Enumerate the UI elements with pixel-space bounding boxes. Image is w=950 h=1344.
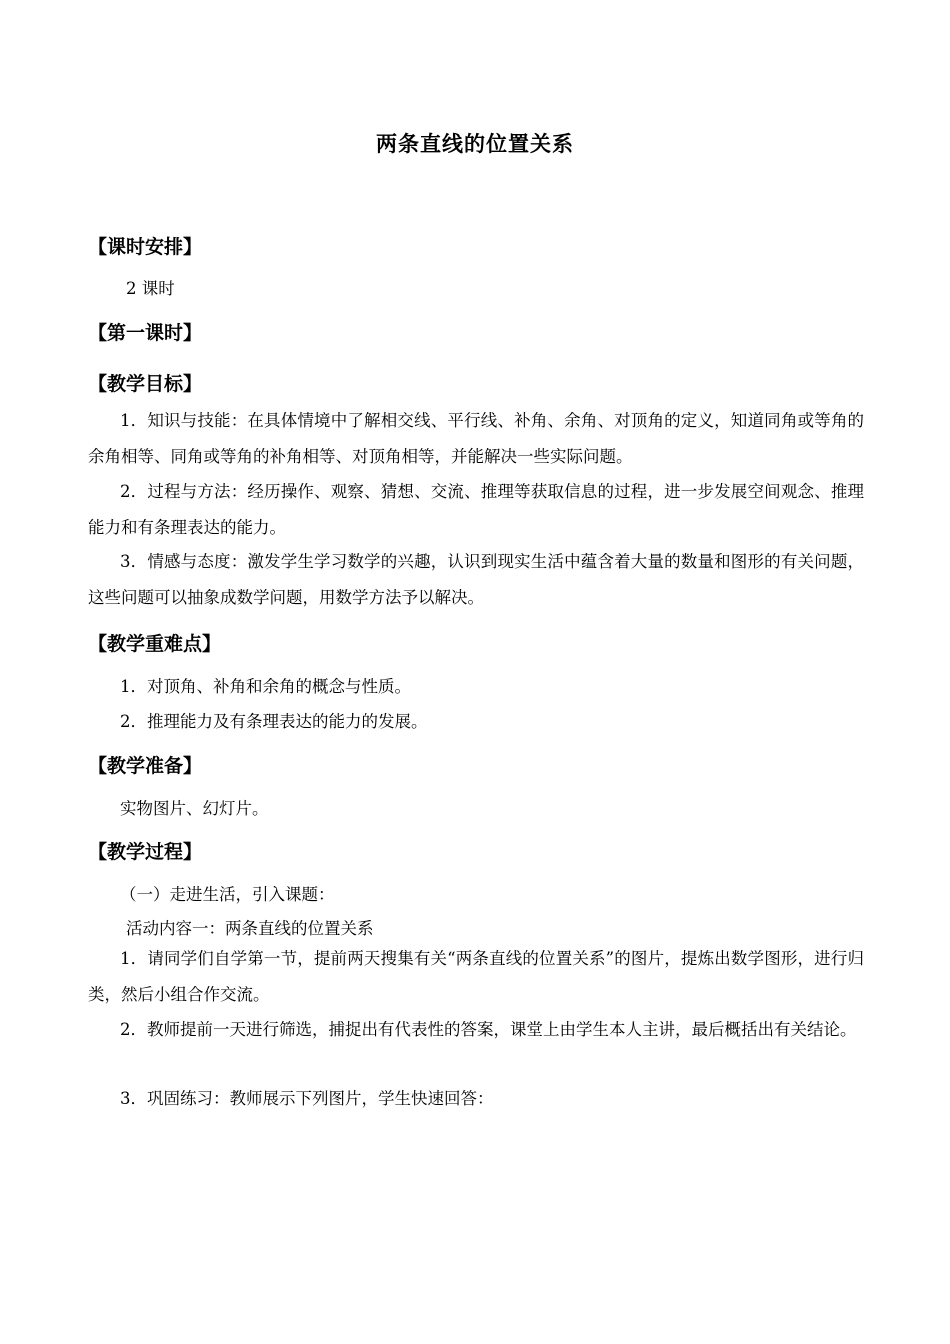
schedule-text: 2 课时 [126,279,175,298]
heading-lesson1: 【第一课时】 [88,322,203,344]
process-item: 3．巩固练习：教师展示下列图片，学生快速回答： [120,1089,494,1108]
key-point-item: 2．推理能力及有条理表达的能力的发展。 [120,712,428,731]
page-title: 两条直线的位置关系 [376,132,574,156]
objective-item: 2．过程与方法：经历操作、观察、猜想、交流、推理等获取信息的过程，进一步发展空间观念、推理能力和有条理表达的能力。 [88,482,864,537]
process-activity: 活动内容一：两条直线的位置关系 [126,919,374,938]
objective-item: 3．情感与态度：激发学生学习数学的兴趣，认识到现实生活中蕴含着大量的数量和图形的有关问题，这些问题可以抽象成数学问题，用数学方法予以解决。 [88,552,864,607]
heading-objectives: 【教学目标】 [88,373,203,395]
objective-item: 1．知识与技能：在具体情境中了解相交线、平行线、补角、余角、对顶角的定义，知道同角或等角的余角相等、同角或等角的补角相等、对顶角相等，并能解决一些实际问题。 [88,411,864,466]
heading-preparation: 【教学准备】 [88,755,203,777]
key-point-item: 1．对顶角、补角和余角的概念与性质。 [120,677,411,696]
process-item: 2．教师提前一天进行筛选，捕捉出有代表性的答案，课堂上由学生本人主讲，最后概括出有关结论。 [120,1020,857,1039]
heading-schedule: 【课时安排】 [88,236,203,258]
preparation-text: 实物图片、幻灯片。 [120,799,269,818]
heading-process: 【教学过程】 [88,841,203,863]
heading-key-points: 【教学重难点】 [88,633,222,655]
process-item: 1．请同学们自学第一节，提前两天搜集有关“两条直线的位置关系”的图片，提炼出数学图形，进行归类，然后小组合作交流。 [88,949,864,1004]
process-step: （一）走进生活，引入课题： [120,885,335,904]
